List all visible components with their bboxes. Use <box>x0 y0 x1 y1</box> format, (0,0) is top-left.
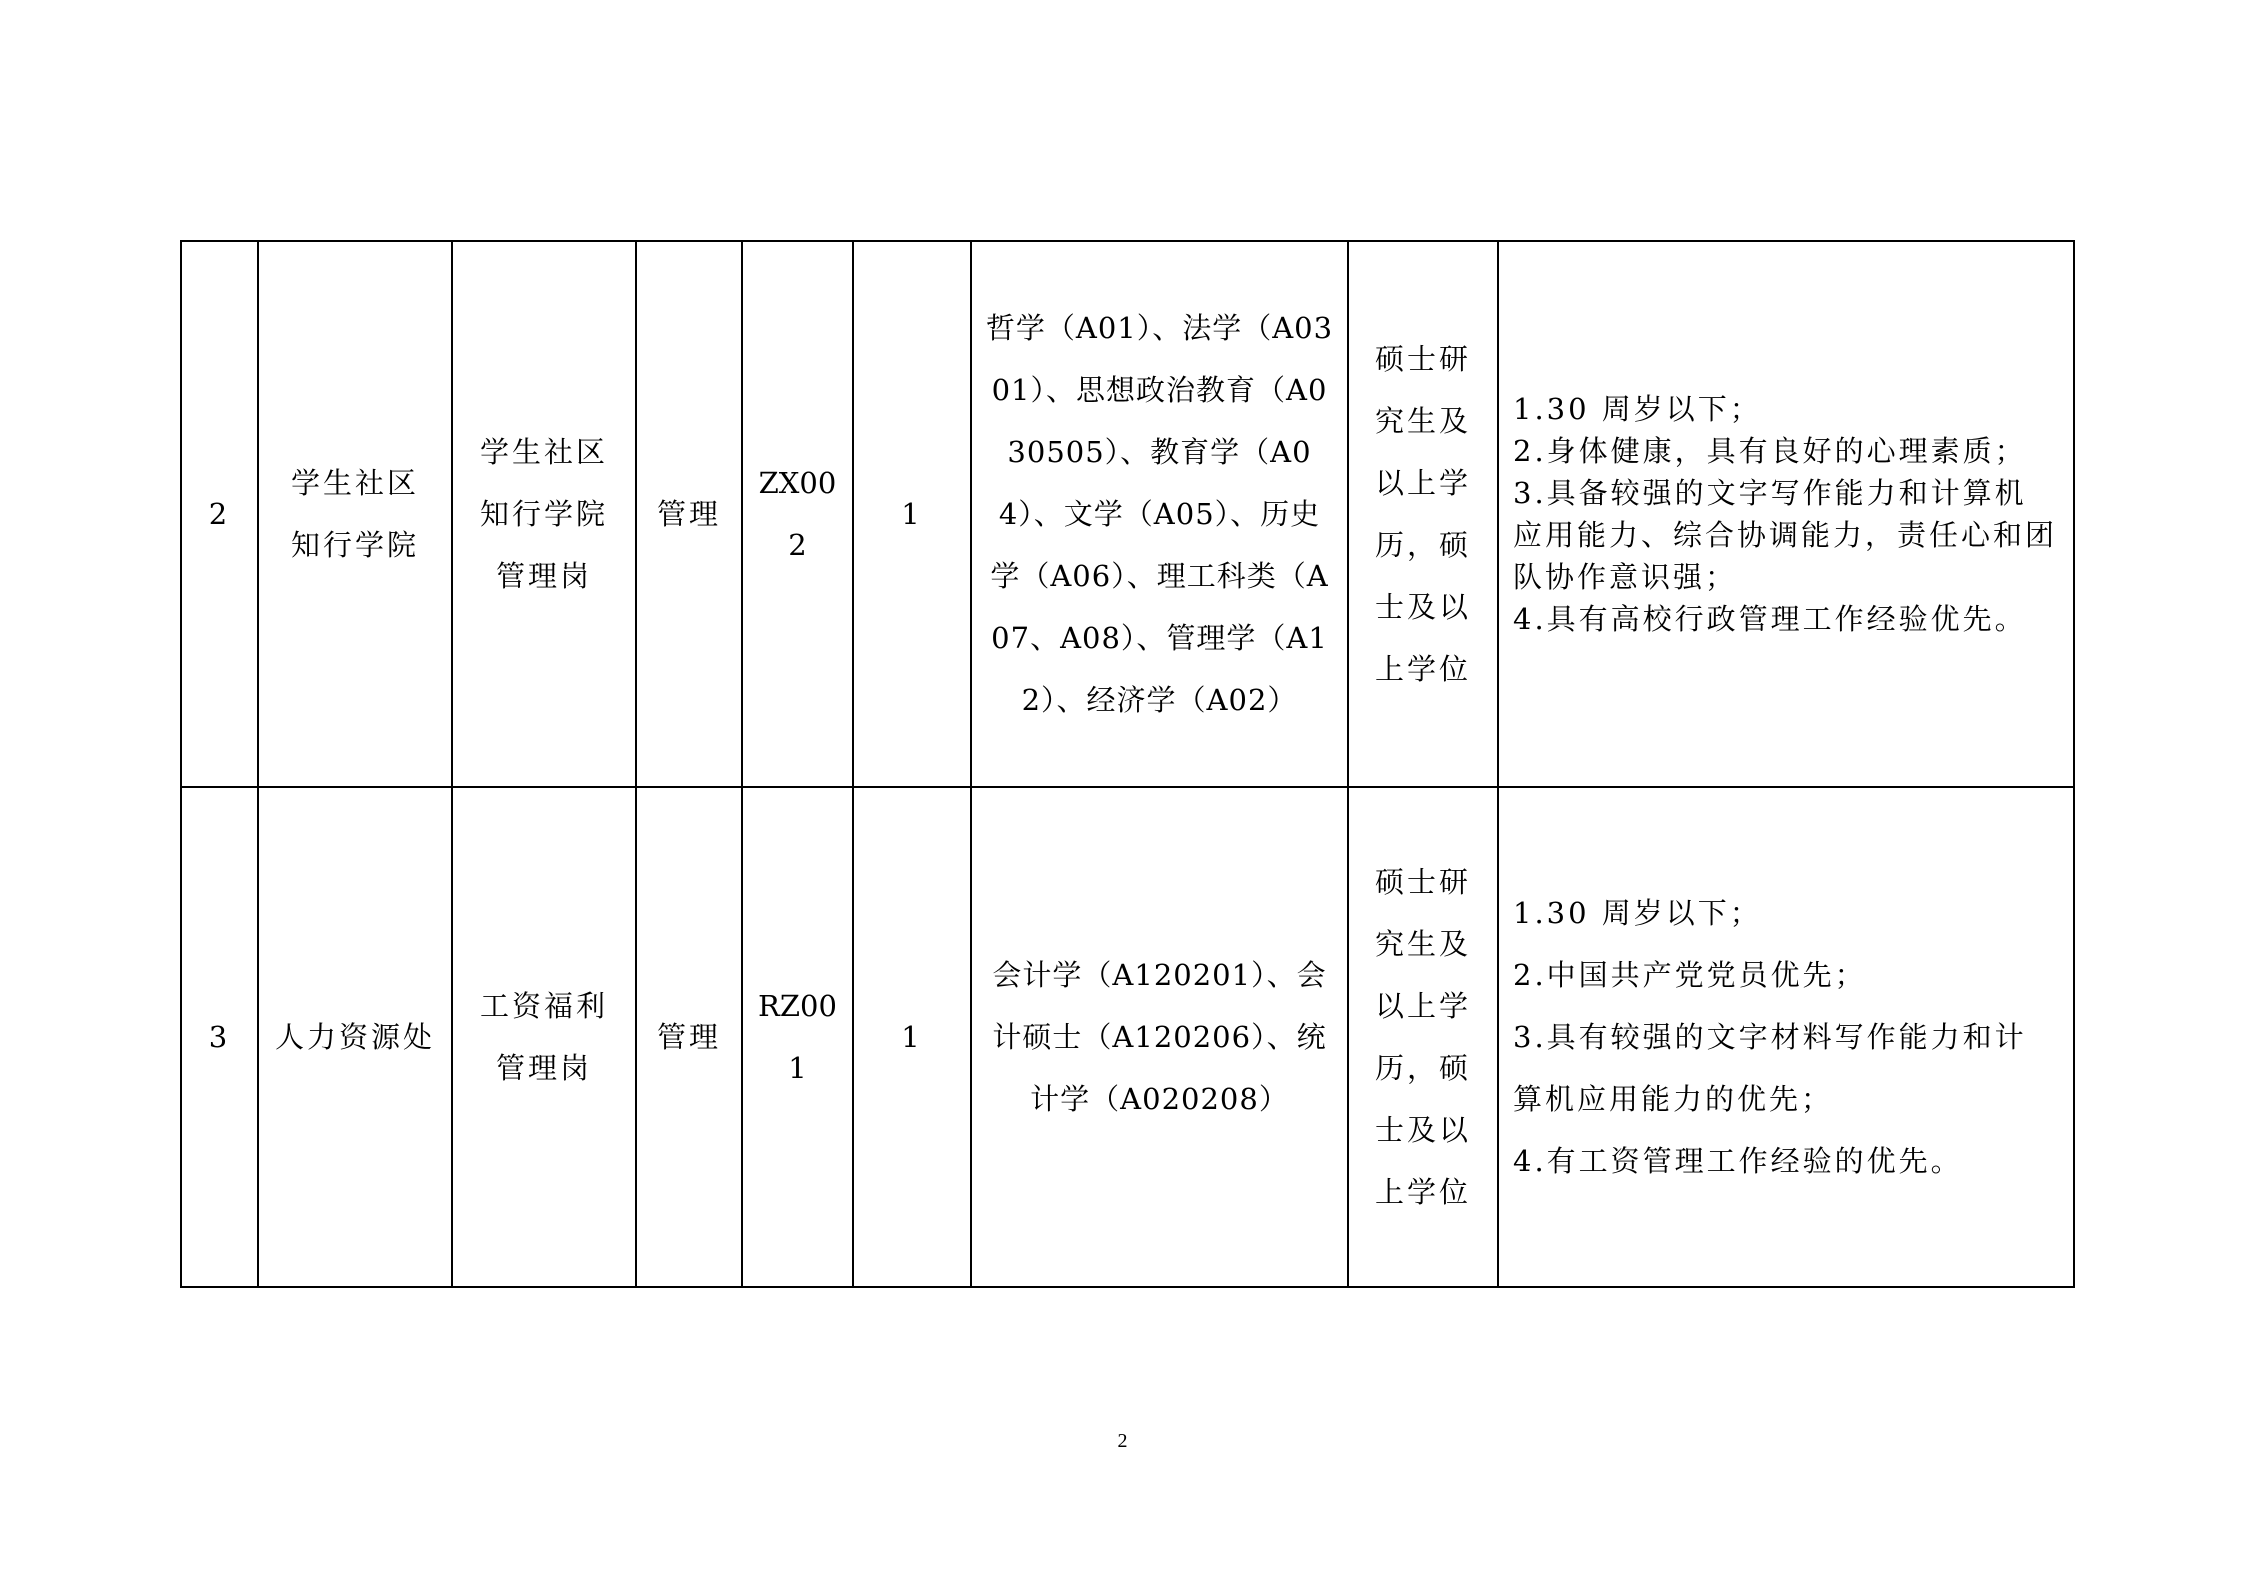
requirement-item: 2.中国共产党党员优先； <box>1513 958 1867 992</box>
table-row <box>181 241 2074 787</box>
requirement-item: 4.有工资管理工作经验的优先。 <box>1513 1144 1963 1178</box>
requirement-item: 3.具备较强的文字写作能力和计算机应用能力、综合协调能力，责任心和团队协作意识强； <box>1513 476 2058 594</box>
department-cell: 人力资源处 <box>258 787 452 1287</box>
table-row <box>181 787 2074 1287</box>
row-number: 2 <box>181 241 258 787</box>
row-number: 3 <box>181 787 258 1287</box>
requirement-item: 1.30 周岁以下； <box>1513 896 1762 930</box>
majors-cell: 哲学（A01）、法学（A0301）、思想政治教育（A030505）、教育学（A04）、文学（A05）、历史学（A06）、理工科类（A07、A08）、管理学（A12）、经济学（A02） <box>971 241 1348 787</box>
requirement-item: 2.身体健康，具有良好的心理素质； <box>1513 434 2027 468</box>
requirement-item: 1.30 周岁以下； <box>1513 392 1762 426</box>
requirement-item: 3.具有较强的文字材料写作能力和计算机应用能力的优先； <box>1513 1020 2027 1116</box>
page-number: 2 <box>1117 1430 1128 1452</box>
count-cell: 1 <box>853 787 971 1287</box>
department-cell: 学生社区知行学院 <box>258 241 452 787</box>
position-cell: 学生社区知行学院管理岗 <box>452 241 636 787</box>
code-cell: ZX002 <box>742 241 853 787</box>
education-cell: 硕士研究生及以上学历，硕士及以上学位 <box>1348 787 1498 1287</box>
education-cell: 硕士研究生及以上学历，硕士及以上学位 <box>1348 241 1498 787</box>
majors-cell: 会计学（A120201）、会计硕士（A120206）、统计学（A020208） <box>971 787 1348 1287</box>
position-cell: 工资福利管理岗 <box>452 787 636 1287</box>
category-cell: 管理 <box>636 787 742 1287</box>
requirement-item: 4.具有高校行政管理工作经验优先。 <box>1513 602 2027 636</box>
category-cell: 管理 <box>636 241 742 787</box>
requirements-cell <box>1498 787 2074 1287</box>
count-cell: 1 <box>853 241 971 787</box>
job-positions-table <box>180 240 2075 1288</box>
requirements-cell <box>1498 241 2074 787</box>
code-cell: RZ001 <box>742 787 853 1287</box>
